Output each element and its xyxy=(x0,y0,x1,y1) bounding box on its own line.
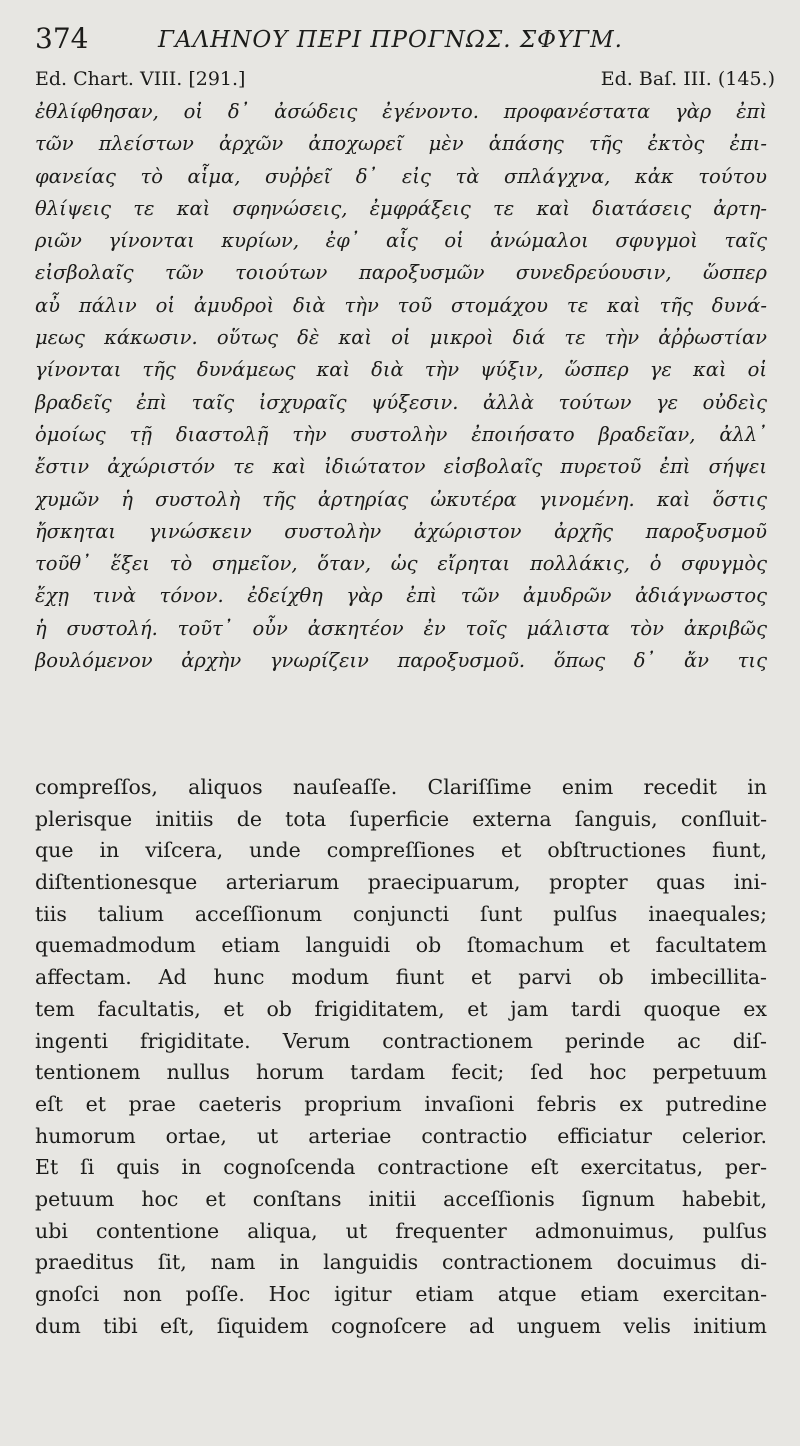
greek-text-line: ἐθλίφθησαν, οἱ δ᾽ ἀσώδεις ἐγένοντο. προφανέστατα γὰρ ἐπὶ xyxy=(35,100,767,123)
greek-text-line: τοῦθ᾽ ἕξει τὸ σημεῖον, ὅταν, ὡς εἴρηται πολλάκις, ὁ σφυγμὸς xyxy=(35,552,767,576)
page-header xyxy=(35,22,775,62)
latin-text-line: quemadmodum etiam languidi ob ſtomachum et facultatem xyxy=(35,933,767,958)
running-title: ΓΑΛΗΝΟΥ ΠΕΡΙ ΠΡΟΓΝΩΣ. ΣΦΥΓΜ. xyxy=(158,27,623,53)
greek-text-line: τῶν πλείστων ἀρχῶν ἀποχωρεῖ μὲν ἁπάσης τῆς ἐκτὸς ἐπι- xyxy=(35,132,767,156)
latin-text-line: tiis talium acceſſionum conjuncti ſunt pulſus inaequales; xyxy=(35,901,767,926)
latin-text-line: ingenti frigiditate. Verum contractionem perinde ac diſ- xyxy=(35,1028,767,1053)
greek-text-line: χυμῶν ἡ συστολὴ τῆς ἀρτηρίας ὠκυτέρα γινομένη. καὶ ὅστις xyxy=(35,487,767,511)
greek-text-line: ἔχῃ τινὰ τόνον. ἐδείχθη γὰρ ἐπὶ τῶν ἀμυδρῶν ἀδιάγνωστος xyxy=(35,584,767,608)
greek-text-line: εἰσβολαῖς τῶν τοιούτων παροξυσμῶν συνεδρεύουσιν, ὥσπερ xyxy=(35,261,767,285)
edition-basel: Ed. Baſ. III. (145.) xyxy=(600,68,775,90)
latin-text-line: petuum hoc et conſtans initii acceſſionis ſignum habebit, xyxy=(35,1186,767,1211)
greek-text-line: ἤσκηται γινώσκειν συστολὴν ἀχώριστον ἀρχῆς παροξυσμοῦ xyxy=(35,519,767,543)
latin-text-line: tem facultatis, et ob frigiditatem, et jam tardi quoque ex xyxy=(35,996,767,1021)
latin-text-line: Et ſi quis in cognoſcenda contractione eſt exercitatus, per- xyxy=(35,1155,767,1180)
greek-text-line: ἔστιν ἀχώριστόν τε καὶ ἰδιώτατον εἰσβολαῖς πυρετοῦ ἐπὶ σήψει xyxy=(35,455,767,479)
greek-text-line: αὖ πάλιν οἱ ἀμυδροὶ διὰ τὴν τοῦ στομάχου τε καὶ τῆς δυνά- xyxy=(35,293,767,317)
greek-text-line: ριῶν γίνονται κυρίων, ἐφ᾽ αἷς οἱ ἀνώμαλοι σφυγμοὶ ταῖς xyxy=(35,229,767,253)
latin-text-line: compreſſos, aliquos nauſeaſſe. Clariſſime enim recedit in xyxy=(35,775,767,799)
latin-text-line: ubi contentione aliqua, ut frequenter admonuimus, pulſus xyxy=(35,1218,767,1243)
edition-chartier: Ed. Chart. VIII. [291.] xyxy=(35,68,246,90)
latin-text-line: humorum ortae, ut arteriae contractio efficiatur celerior. xyxy=(35,1123,767,1148)
greek-text-line: ὁμοίως τῇ διαστολῇ τὴν συστολὴν ἐποιήσατο βραδεῖαν, ἀλλ᾽ xyxy=(35,422,767,446)
greek-text-line: φανείας τὸ αἷμα, συῤῥεῖ δ᾽ εἰς τὰ σπλάγχνα, κἀκ τούτου xyxy=(35,164,767,188)
latin-text-line: diſtentionesque arteriarum praecipuarum, propter quas ini- xyxy=(35,870,767,895)
greek-text-line: μεως κάκωσιν. οὕτως δὲ καὶ οἱ μικροὶ διά τε τὴν ἀῤῥωστίαν xyxy=(35,326,767,350)
latin-text-line: que in viſcera, unde compreſſiones et obſtructiones fiunt, xyxy=(35,838,767,863)
greek-text-line: γίνονται τῆς δυνάμεως καὶ διὰ τὴν ψύξιν, ὥσπερ γε καὶ οἱ xyxy=(35,358,767,382)
latin-text-line: praeditus ſit, nam in languidis contractionem docuimus di- xyxy=(35,1250,767,1275)
latin-text-line: dum tibi eſt, ſiquidem cognoſcere ad unguem velis initium xyxy=(35,1313,767,1338)
page-number: 374 xyxy=(35,22,89,55)
greek-text-line: ἡ συστολή. τοῦτ᾽ οὖν ἀσκητέον ἐν τοῖς μάλιστα τὸν ἀκριβῶς xyxy=(35,616,767,640)
greek-text-line: βουλόμενον ἀρχὴν γνωρίζειν παροξυσμοῦ. ὅπως δ᾽ ἄν τις xyxy=(35,649,767,673)
latin-text-line: gnoſci non poſſe. Hoc igitur etiam atque etiam exercitan- xyxy=(35,1282,767,1306)
greek-text-line: θλίψεις τε καὶ σφηνώσεις, ἐμφράξεις τε καὶ διατάσεις ἀρτη- xyxy=(35,196,767,220)
greek-text-line: βραδεῖς ἐπὶ ταῖς ἰσχυραῖς ψύξεσιν. ἀλλὰ τούτων γε οὐδεὶς xyxy=(35,390,767,414)
greek-text-block xyxy=(35,96,767,677)
latin-text-line: tentionem nullus horum tardam fecit; ſed hoc perpetuum xyxy=(35,1060,767,1085)
latin-text-line: plerisque initiis de tota ſuperficie externa ſanguis, conſluit- xyxy=(35,806,767,831)
latin-text-block xyxy=(35,772,767,1342)
edition-references xyxy=(35,68,775,94)
latin-text-line: eſt et prae caeteris proprium invaſioni febris ex putredine xyxy=(35,1091,767,1116)
latin-text-line: affectam. Ad hunc modum fiunt et parvi ob imbecillita- xyxy=(35,965,767,990)
